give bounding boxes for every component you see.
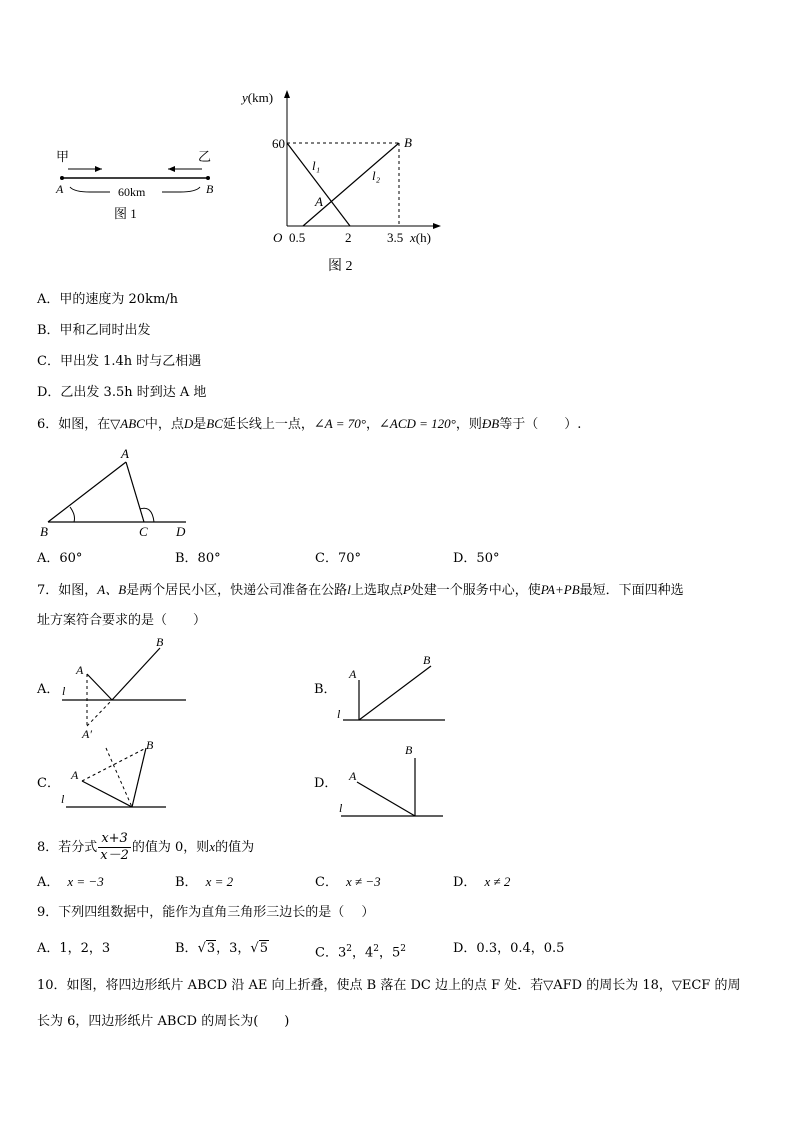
figure-2 — [240, 86, 450, 278]
q7c-bisector — [106, 748, 132, 807]
q7a-label-a-prime: A′ — [82, 727, 92, 741]
fig2-l1-label: l₁ — [312, 158, 321, 173]
q7d-segment-ap — [357, 782, 415, 816]
q6-fig-c: C — [139, 524, 148, 539]
q8-option-b: B． x = 2 — [175, 874, 234, 890]
fig2-l2-label: l₂ — [372, 168, 381, 183]
q8-option-a: A． x = −3 — [37, 874, 104, 890]
fig1-brace-right — [162, 187, 200, 192]
q6-option-d: D．50° — [453, 551, 500, 566]
fig2-x-arrow — [433, 223, 441, 229]
q7-stem-line2: 址方案符合要求的是（ ） — [37, 613, 207, 628]
fig1-point-a — [60, 176, 64, 180]
q6-stem: 6．如图，在▽ABC中，点D是BC延长线上一点，∠A = 70°，∠ACD = 120°，则ÐB等于（ ）. — [37, 416, 582, 432]
fig1-jia-arrowhead — [95, 166, 102, 172]
q6-option-b: B．80° — [175, 551, 221, 566]
q6-side-ba — [48, 462, 126, 522]
q8-fraction: $\frac{x+3}{x-2}$ — [100, 831, 129, 863]
q7-option-c-label: C． — [37, 776, 60, 791]
q7-option-d-label: D． — [314, 776, 338, 791]
q7b-segment-pb — [359, 666, 431, 720]
q9-option-c: C．$3^2$，$4^2$，$5^2$ — [315, 944, 407, 961]
q6-angle-b-arc — [70, 507, 75, 522]
q6-figure — [34, 445, 204, 545]
q5-option-c: C．甲出发 1.4h 时与乙相遇 — [37, 354, 202, 369]
q6-option-c: C．70° — [315, 551, 361, 566]
fig2-x-label: x(h) — [410, 230, 431, 245]
fig1-yi-label: 乙 — [198, 149, 212, 164]
fig2-y-arrow — [284, 90, 290, 98]
q7a-label-l: l — [62, 684, 66, 698]
q6-option-a: A．60° — [37, 551, 83, 566]
fig2-origin: O — [273, 230, 283, 245]
fig1-yi-arrowhead — [168, 166, 175, 172]
q10-stem-line1: 10．如图，将四边形纸片 ABCD 沿 AE 向上折叠，使点 B 落在 DC 边上的点 F 处．若▽AFD 的周长为 18，▽ECF 的周 — [37, 978, 741, 993]
fig2-y-label: y(km) — [242, 90, 274, 105]
figure-1 — [50, 145, 230, 225]
q7a-segment-ap — [87, 674, 112, 700]
q9-option-b: B．√3，3，√5 — [175, 941, 268, 956]
fig1-b-label: B — [206, 182, 214, 196]
q8-option-d: D． x ≠ 2 — [453, 874, 511, 890]
q10-stem-line2: 长为 6，四边形纸片 ABCD 的周长为( ) — [37, 1014, 290, 1029]
fig1-jia-label: 甲 — [56, 149, 70, 164]
q9-stem: 9．下列四组数据中，能作为直角三角形三边长的是（ ） — [37, 905, 375, 920]
q7c-label-a: A — [71, 768, 79, 782]
q8-stem: 8．若分式 $\frac{x+3}{x-2}$ 的值为 0，则x的值为 — [37, 831, 255, 863]
fig2-y-tick-60: 60 — [272, 136, 285, 151]
q7-figure-a — [58, 634, 193, 742]
fig2-a-label: A — [315, 194, 323, 209]
q7a-label-b: B — [156, 635, 164, 649]
fig1-brace-left — [70, 187, 110, 192]
q7c-segment-pb — [132, 748, 146, 807]
fig2-x-tick-3-5: 3.5 — [387, 230, 404, 245]
fig2-b-label: B — [404, 135, 412, 150]
fig1-caption: 图 1 — [114, 206, 137, 221]
q7d-label-l: l — [339, 801, 343, 815]
fig2-line-l2 — [303, 143, 399, 226]
q7a-segment-pb — [112, 648, 160, 700]
fig1-point-b — [206, 176, 210, 180]
q5-option-d: D．乙出发 3.5h 时到达 A 地 — [37, 385, 207, 400]
q7d-label-b: B — [405, 743, 413, 757]
fig2-caption: 图 2 — [328, 259, 353, 274]
q7c-label-l: l — [61, 792, 65, 806]
q9-option-a: A．1，2，3 — [37, 941, 111, 956]
q7c-segment-ab — [82, 748, 146, 781]
q6-side-ac — [126, 462, 144, 522]
q6-fig-d: D — [176, 524, 186, 539]
q9-option-d: D．0.3，0.4，0.5 — [453, 941, 565, 956]
q7-option-b-label: B． — [314, 682, 337, 697]
q7-stem-line1: 7．如图，A、B是两个居民小区，快递公司准备在公路l上选取点P处建一个服务中心，使PA+PB最短．下面四种选 — [37, 582, 684, 598]
q7-option-a-label: A． — [37, 682, 60, 697]
fig2-line-l1 — [287, 143, 350, 226]
q7-figure-b — [335, 650, 450, 726]
q6-fig-b: B — [40, 524, 48, 539]
q7a-label-a: A — [76, 663, 84, 677]
q7b-label-b: B — [423, 653, 431, 667]
q6-fig-a: A — [121, 446, 129, 461]
fig1-a-label: A — [56, 182, 64, 196]
fig2-x-tick-0-5: 0.5 — [289, 230, 306, 245]
q7a-segment-a-prime — [87, 700, 112, 726]
fig2-x-tick-2: 2 — [345, 230, 352, 245]
q7-figure-d — [335, 740, 450, 820]
q7d-label-a: A — [349, 769, 357, 783]
q5-option-a: A．甲的速度为 20km/h — [37, 292, 179, 307]
fig1-distance-label: 60km — [118, 185, 146, 199]
q7-figure-c — [58, 736, 173, 814]
q8-option-c: C． x ≠ −3 — [315, 874, 381, 890]
q7c-label-b: B — [146, 738, 154, 752]
q7c-segment-ap — [82, 781, 132, 807]
q7b-label-l: l — [337, 707, 341, 721]
q7b-label-a: A — [349, 667, 357, 681]
q5-option-b: B．甲和乙同时出发 — [37, 323, 151, 338]
